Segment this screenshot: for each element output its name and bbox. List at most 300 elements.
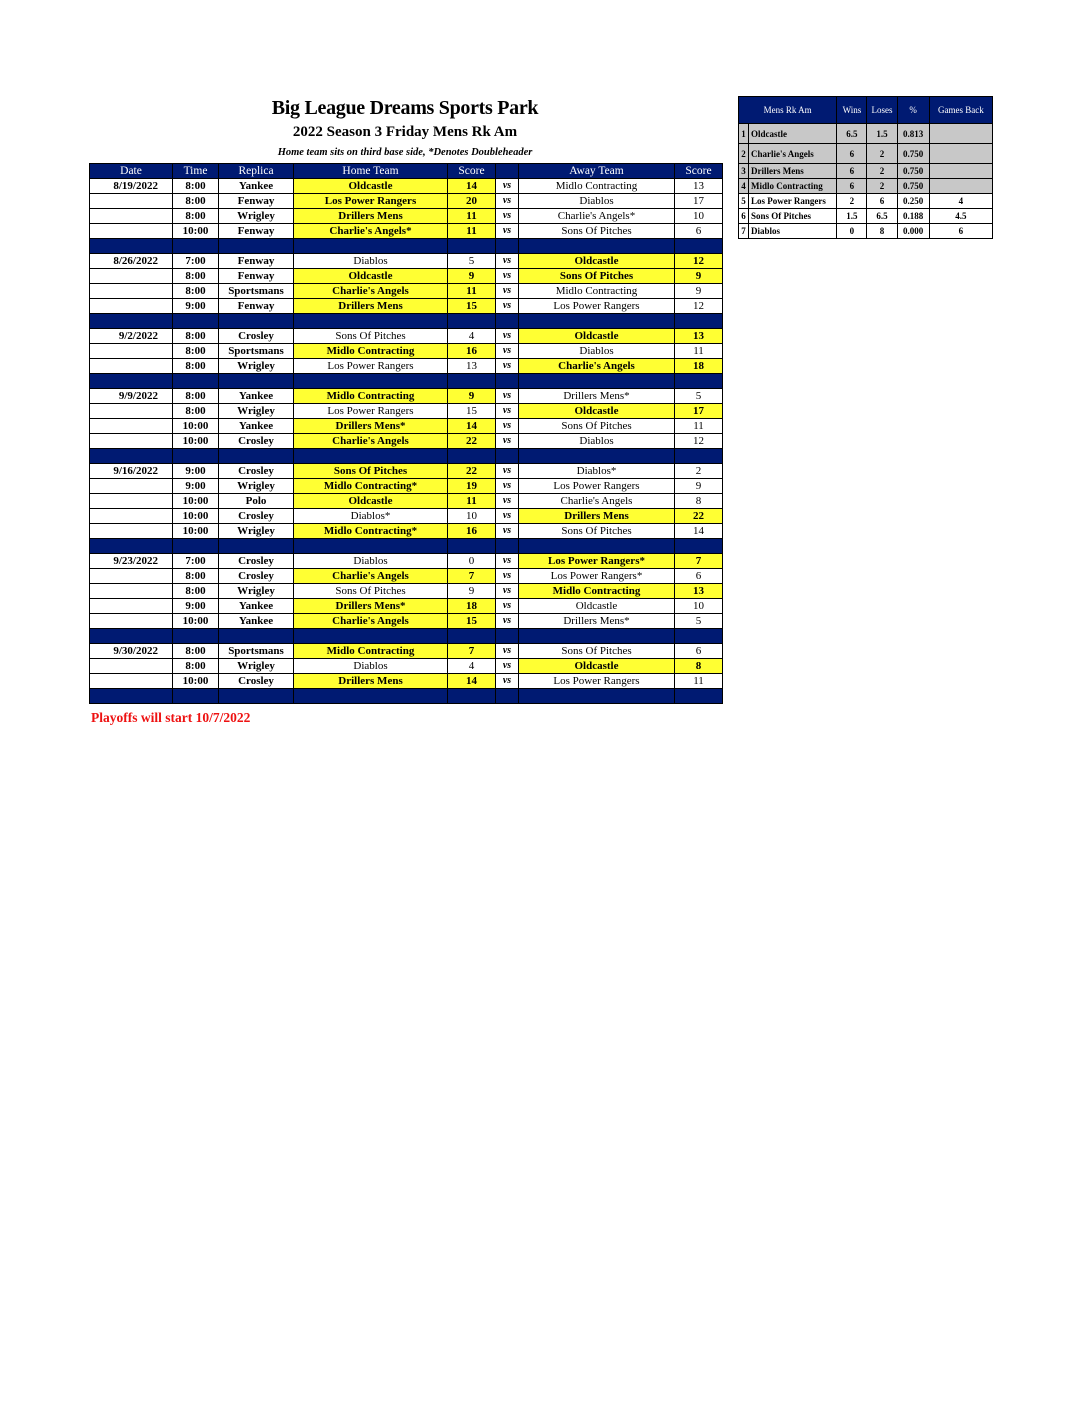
vs-label: vs (496, 614, 519, 629)
game-replica: Yankee (219, 389, 294, 404)
game-time: 10:00 (173, 224, 219, 239)
standings-team: Sons Of Pitches (749, 209, 837, 224)
home-team: Charlie's Angels (294, 569, 448, 584)
home-team: Oldcastle (294, 179, 448, 194)
game-time: 8:00 (173, 179, 219, 194)
home-team: Charlie's Angels (294, 284, 448, 299)
game-date (90, 509, 173, 524)
away-team: Midlo Contracting (519, 284, 675, 299)
away-team: Sons Of Pitches (519, 224, 675, 239)
page-title: Big League Dreams Sports Park (271, 97, 539, 119)
game-replica: Sportsmans (219, 644, 294, 659)
away-team: Los Power Rangers* (519, 569, 675, 584)
home-score: 11 (448, 209, 496, 224)
game-time: 10:00 (173, 419, 219, 434)
standings-rank: 6 (739, 209, 749, 224)
home-score: 11 (448, 494, 496, 509)
away-team: Oldcastle (519, 329, 675, 344)
separator-cell (675, 539, 723, 554)
away-team: Los Power Rangers* (519, 554, 675, 569)
home-score: 4 (448, 329, 496, 344)
schedule-header-row (90, 164, 723, 179)
away-score: 8 (675, 494, 723, 509)
separator-cell (90, 239, 173, 254)
vs-label: vs (496, 599, 519, 614)
away-team: Charlie's Angels (519, 494, 675, 509)
separator-cell (496, 239, 519, 254)
home-team: Diablos (294, 554, 448, 569)
home-score: 22 (448, 434, 496, 449)
home-team: Sons Of Pitches (294, 584, 448, 599)
game-replica: Fenway (219, 224, 294, 239)
separator-cell (90, 629, 173, 644)
standings-team: Oldcastle (749, 124, 837, 144)
game-time: 7:00 (173, 254, 219, 269)
game-time: 8:00 (173, 209, 219, 224)
away-team: Los Power Rangers (519, 479, 675, 494)
standings-row (739, 164, 993, 179)
game-date: 9/16/2022 (90, 464, 173, 479)
game-row (90, 509, 723, 524)
game-replica: Crosley (219, 434, 294, 449)
standings-rank: 5 (739, 194, 749, 209)
standings-pct: 0.813 (897, 124, 929, 144)
away-score: 17 (675, 194, 723, 209)
game-time: 10:00 (173, 614, 219, 629)
game-replica: Wrigley (219, 359, 294, 374)
separator-cell (173, 689, 219, 704)
game-date: 9/9/2022 (90, 389, 173, 404)
separator-cell (219, 689, 294, 704)
away-score: 2 (675, 464, 723, 479)
away-score: 6 (675, 224, 723, 239)
home-team: Los Power Rangers (294, 404, 448, 419)
away-score: 13 (675, 179, 723, 194)
away-score: 11 (675, 344, 723, 359)
game-row (90, 269, 723, 284)
vs-label: vs (496, 569, 519, 584)
game-date (90, 569, 173, 584)
game-replica: Crosley (219, 554, 294, 569)
vs-label: vs (496, 254, 519, 269)
separator-cell (219, 374, 294, 389)
home-score: 14 (448, 419, 496, 434)
standings-wins: 0 (837, 224, 867, 239)
away-score: 5 (675, 614, 723, 629)
separator-cell (173, 374, 219, 389)
standings-row (739, 124, 993, 144)
game-time: 8:00 (173, 344, 219, 359)
game-time: 9:00 (173, 464, 219, 479)
home-score: 7 (448, 569, 496, 584)
separator-cell (675, 449, 723, 464)
separator-cell (519, 239, 675, 254)
game-replica: Crosley (219, 509, 294, 524)
standings-wins: 2 (837, 194, 867, 209)
game-replica: Fenway (219, 269, 294, 284)
game-time: 8:00 (173, 404, 219, 419)
away-score: 5 (675, 389, 723, 404)
away-score: 13 (675, 329, 723, 344)
col-replica: Replica (219, 164, 294, 179)
standings-pct: 0.250 (897, 194, 929, 209)
home-score: 15 (448, 614, 496, 629)
standings-header-row (739, 97, 993, 124)
week-separator-row (90, 314, 723, 329)
game-date: 9/30/2022 (90, 644, 173, 659)
separator-cell (675, 239, 723, 254)
game-date (90, 479, 173, 494)
game-time: 9:00 (173, 599, 219, 614)
away-score: 12 (675, 254, 723, 269)
standings-loses: 1.5 (867, 124, 897, 144)
vs-label: vs (496, 299, 519, 314)
away-team: Midlo Contracting (519, 179, 675, 194)
game-time: 10:00 (173, 509, 219, 524)
game-row (90, 329, 723, 344)
away-team: Charlie's Angels* (519, 209, 675, 224)
separator-cell (173, 239, 219, 254)
vs-label: vs (496, 224, 519, 239)
game-replica: Yankee (219, 599, 294, 614)
game-date (90, 434, 173, 449)
vs-label: vs (496, 479, 519, 494)
game-time: 8:00 (173, 584, 219, 599)
game-date (90, 674, 173, 689)
home-score: 15 (448, 299, 496, 314)
game-row (90, 524, 723, 539)
standings-loses: 6 (867, 194, 897, 209)
game-time: 8:00 (173, 644, 219, 659)
vs-label: vs (496, 524, 519, 539)
game-replica: Wrigley (219, 209, 294, 224)
game-row (90, 194, 723, 209)
home-score: 22 (448, 464, 496, 479)
game-date: 8/19/2022 (90, 179, 173, 194)
col-time: Time (173, 164, 219, 179)
separator-cell (294, 449, 448, 464)
page-subtitle: 2022 Season 3 Friday Mens Rk Am (292, 124, 518, 140)
separator-cell (448, 539, 496, 554)
game-row (90, 599, 723, 614)
game-date (90, 269, 173, 284)
separator-cell (173, 539, 219, 554)
separator-cell (294, 689, 448, 704)
separator-cell (519, 374, 675, 389)
standings-col-pct: % (897, 97, 929, 124)
home-team: Oldcastle (294, 269, 448, 284)
home-team: Charlie's Angels* (294, 224, 448, 239)
home-team: Midlo Contracting* (294, 524, 448, 539)
away-team: Diablos (519, 434, 675, 449)
home-score: 9 (448, 269, 496, 284)
standings-loses: 8 (867, 224, 897, 239)
game-row (90, 209, 723, 224)
separator-cell (675, 689, 723, 704)
standings-col-wins: Wins (837, 97, 867, 124)
away-team: Oldcastle (519, 599, 675, 614)
home-team: Los Power Rangers (294, 359, 448, 374)
standings-row (739, 144, 993, 164)
away-score: 9 (675, 479, 723, 494)
separator-cell (448, 374, 496, 389)
standings-pct: 0.750 (897, 144, 929, 164)
standings-team: Charlie's Angels (749, 144, 837, 164)
week-separator-row (90, 449, 723, 464)
game-row (90, 479, 723, 494)
away-team: Sons Of Pitches (519, 269, 675, 284)
standings-games-back: 4 (929, 194, 992, 209)
standings-loses: 2 (867, 164, 897, 179)
page-note: Home team sits on third base side, *Denotes Doubleheader (277, 147, 533, 158)
game-replica: Yankee (219, 614, 294, 629)
separator-cell (294, 539, 448, 554)
vs-label: vs (496, 419, 519, 434)
vs-label: vs (496, 179, 519, 194)
standings-row (739, 179, 993, 194)
game-date (90, 419, 173, 434)
home-score: 16 (448, 524, 496, 539)
col-away-team: Away Team (519, 164, 675, 179)
game-time: 7:00 (173, 554, 219, 569)
vs-label: vs (496, 644, 519, 659)
away-team: Oldcastle (519, 254, 675, 269)
standings-row (739, 209, 993, 224)
away-team: Drillers Mens* (519, 389, 675, 404)
home-score: 9 (448, 389, 496, 404)
game-row (90, 389, 723, 404)
home-team: Drillers Mens (294, 674, 448, 689)
away-team: Sons Of Pitches (519, 644, 675, 659)
game-time: 8:00 (173, 329, 219, 344)
game-replica: Fenway (219, 254, 294, 269)
away-team: Charlie's Angels (519, 359, 675, 374)
standings-team: Midlo Contracting (749, 179, 837, 194)
standings-wins: 6 (837, 164, 867, 179)
game-replica: Wrigley (219, 404, 294, 419)
away-team: Drillers Mens* (519, 614, 675, 629)
home-team: Sons Of Pitches (294, 464, 448, 479)
game-date (90, 614, 173, 629)
col-date: Date (90, 164, 173, 179)
away-team: Diablos (519, 194, 675, 209)
separator-cell (448, 239, 496, 254)
standings-row (739, 194, 993, 209)
game-date: 9/23/2022 (90, 554, 173, 569)
home-score: 11 (448, 224, 496, 239)
separator-cell (496, 449, 519, 464)
separator-cell (675, 374, 723, 389)
standings-pct: 0.750 (897, 164, 929, 179)
game-row (90, 359, 723, 374)
away-score: 7 (675, 554, 723, 569)
away-score: 6 (675, 644, 723, 659)
away-score: 8 (675, 659, 723, 674)
game-row (90, 434, 723, 449)
separator-cell (219, 314, 294, 329)
game-replica: Sportsmans (219, 284, 294, 299)
game-replica: Crosley (219, 329, 294, 344)
game-row (90, 494, 723, 509)
game-row (90, 179, 723, 194)
game-date (90, 359, 173, 374)
vs-label: vs (496, 494, 519, 509)
game-time: 8:00 (173, 194, 219, 209)
game-row (90, 464, 723, 479)
standings-wins: 6.5 (837, 124, 867, 144)
standings-games-back (929, 144, 992, 164)
separator-cell (173, 629, 219, 644)
away-score: 9 (675, 269, 723, 284)
separator-cell (294, 239, 448, 254)
separator-cell (496, 629, 519, 644)
home-team: Oldcastle (294, 494, 448, 509)
game-row (90, 554, 723, 569)
vs-label: vs (496, 674, 519, 689)
home-score: 9 (448, 584, 496, 599)
game-row (90, 419, 723, 434)
away-team: Drillers Mens (519, 509, 675, 524)
home-score: 5 (448, 254, 496, 269)
vs-label: vs (496, 269, 519, 284)
away-score: 9 (675, 284, 723, 299)
vs-label: vs (496, 434, 519, 449)
separator-cell (675, 314, 723, 329)
game-time: 8:00 (173, 569, 219, 584)
home-team: Midlo Contracting* (294, 479, 448, 494)
standings-rank: 4 (739, 179, 749, 194)
separator-cell (90, 539, 173, 554)
game-date (90, 344, 173, 359)
game-date (90, 209, 173, 224)
vs-label: vs (496, 344, 519, 359)
game-time: 8:00 (173, 389, 219, 404)
home-team: Midlo Contracting (294, 344, 448, 359)
col-home-team: Home Team (294, 164, 448, 179)
separator-cell (90, 374, 173, 389)
game-row (90, 344, 723, 359)
vs-label: vs (496, 209, 519, 224)
game-row (90, 614, 723, 629)
game-replica: Crosley (219, 569, 294, 584)
schedule-body (90, 179, 723, 704)
away-team: Sons Of Pitches (519, 524, 675, 539)
home-score: 7 (448, 644, 496, 659)
game-row (90, 659, 723, 674)
home-team: Charlie's Angels (294, 434, 448, 449)
away-score: 17 (675, 404, 723, 419)
standings-team: Diablos (749, 224, 837, 239)
game-row (90, 584, 723, 599)
game-replica: Wrigley (219, 659, 294, 674)
away-score: 12 (675, 434, 723, 449)
game-row (90, 644, 723, 659)
vs-label: vs (496, 359, 519, 374)
standings-games-back: 4.5 (929, 209, 992, 224)
standings-rank: 1 (739, 124, 749, 144)
home-team: Sons Of Pitches (294, 329, 448, 344)
standings-wins: 6 (837, 179, 867, 194)
home-score: 14 (448, 179, 496, 194)
standings-games-back (929, 124, 992, 144)
game-date (90, 284, 173, 299)
standings-wins: 6 (837, 144, 867, 164)
week-separator-row (90, 374, 723, 389)
game-time: 9:00 (173, 299, 219, 314)
home-score: 10 (448, 509, 496, 524)
standings-rank: 3 (739, 164, 749, 179)
home-team: Charlie's Angels (294, 614, 448, 629)
game-row (90, 224, 723, 239)
home-team: Diablos (294, 254, 448, 269)
home-score: 20 (448, 194, 496, 209)
home-score: 19 (448, 479, 496, 494)
week-separator-row (90, 539, 723, 554)
standings-loses: 2 (867, 179, 897, 194)
separator-cell (294, 314, 448, 329)
home-score: 13 (448, 359, 496, 374)
separator-cell (519, 539, 675, 554)
standings-col-team: Mens Rk Am (739, 97, 837, 124)
separator-cell (294, 629, 448, 644)
separator-cell (90, 689, 173, 704)
schedule-table (89, 163, 723, 704)
game-replica: Fenway (219, 299, 294, 314)
game-replica: Fenway (219, 194, 294, 209)
game-row (90, 299, 723, 314)
game-replica: Crosley (219, 464, 294, 479)
home-team: Midlo Contracting (294, 389, 448, 404)
week-separator-row (90, 629, 723, 644)
separator-cell (519, 629, 675, 644)
home-team: Drillers Mens* (294, 419, 448, 434)
standings-col-loses: Loses (867, 97, 897, 124)
away-score: 12 (675, 299, 723, 314)
game-date (90, 404, 173, 419)
separator-cell (219, 449, 294, 464)
separator-cell (448, 449, 496, 464)
away-score: 11 (675, 674, 723, 689)
game-date (90, 659, 173, 674)
standings-table (738, 96, 993, 239)
game-row (90, 254, 723, 269)
separator-cell (519, 689, 675, 704)
home-team: Los Power Rangers (294, 194, 448, 209)
standings-games-back (929, 179, 992, 194)
col-away-score: Score (675, 164, 723, 179)
separator-cell (219, 239, 294, 254)
standings-loses: 6.5 (867, 209, 897, 224)
col-home-score: Score (448, 164, 496, 179)
game-date (90, 494, 173, 509)
away-team: Diablos (519, 344, 675, 359)
home-team: Drillers Mens* (294, 599, 448, 614)
standings-loses: 2 (867, 144, 897, 164)
separator-cell (448, 629, 496, 644)
separator-cell (675, 629, 723, 644)
home-score: 0 (448, 554, 496, 569)
away-team: Midlo Contracting (519, 584, 675, 599)
separator-cell (496, 314, 519, 329)
separator-cell (173, 449, 219, 464)
game-time: 9:00 (173, 479, 219, 494)
game-time: 10:00 (173, 434, 219, 449)
away-team: Los Power Rangers (519, 674, 675, 689)
game-replica: Yankee (219, 179, 294, 194)
vs-label: vs (496, 554, 519, 569)
vs-label: vs (496, 329, 519, 344)
away-score: 10 (675, 209, 723, 224)
